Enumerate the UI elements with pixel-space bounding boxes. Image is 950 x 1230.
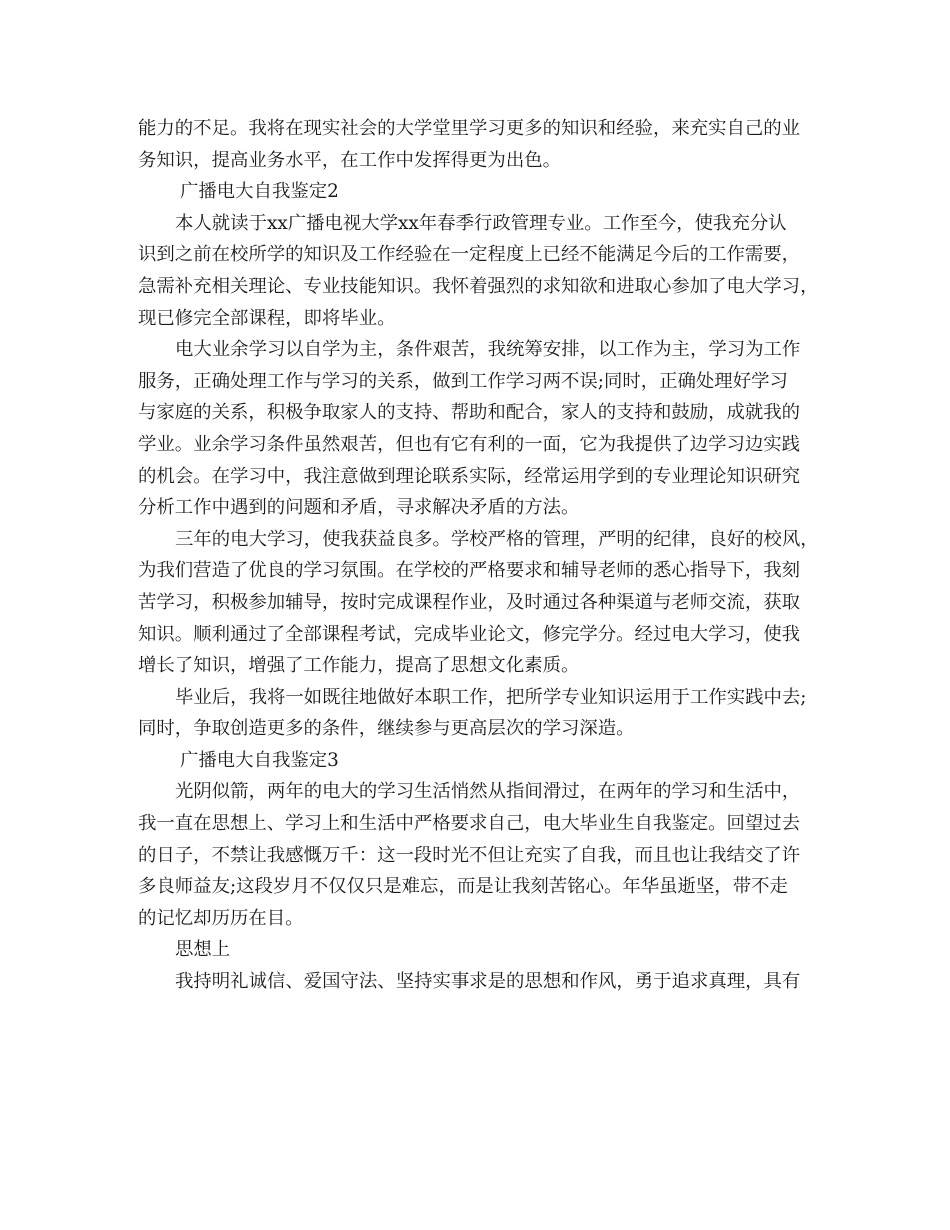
text-line: 本人就读于xx广播电视大学xx年春季行政管理专业。工作至今，使我充分认 (175, 212, 787, 234)
section-heading-3: 广播电大自我鉴定3 (180, 749, 339, 771)
text-line: 识到之前在校所学的知识及工作经验在一定程度上已经不能满足今后的工作需要， (138, 244, 801, 266)
text-line: 现已修完全部课程，即将毕业。 (138, 307, 396, 329)
text-line: 能力的不足。我将在现实社会的大学堂里学习更多的知识和经验，来充实自己的业 (138, 118, 801, 139)
text-line: 我持明礼诚信、爱国守法、坚持实事求是的思想和作风，勇于追求真理，具有 (175, 971, 801, 993)
text-line: 务知识，提高业务水平，在工作中发挥得更为出色。 (138, 149, 561, 171)
text-line: 我一直在思想上、学习上和生活中严格要求自己，电大毕业生自我鉴定。回望过去 (138, 813, 801, 835)
text-line: 急需补充相关理论、专业技能知识。我怀着强烈的求知欲和进取心参加了电大学习， (138, 275, 819, 297)
text-line: 与家庭的关系，积极争取家人的支持、帮助和配合，家人的支持和鼓励，成就我的 (138, 402, 801, 424)
section-heading-2: 广播电大自我鉴定2 (180, 181, 339, 203)
text-line: 增长了知识，增强了工作能力，提高了思想文化素质。 (138, 655, 580, 677)
text-line: 服务，正确处理工作与学习的关系，做到工作学习两不误;同时，正确处理好学习 (138, 370, 788, 392)
text-line: 同时，争取创造更多的条件，继续参与更高层次的学习深造。 (138, 718, 635, 740)
subheading: 思想上 (175, 939, 231, 961)
text-line: 的机会。在学习中，我注意做到理论联系实际，经常运用学到的专业理论知识研究 (138, 465, 801, 487)
text-line: 的记忆却历历在目。 (138, 907, 304, 929)
text-line: 光阴似箭，两年的电大的学习生活悄然从指间滑过，在两年的学习和生活中， (175, 781, 801, 803)
text-line: 为我们营造了优良的学习氛围。在学校的严格要求和辅导老师的悉心指导下，我刻 (138, 560, 801, 582)
text-line: 电大业余学习以自学为主，条件艰苦，我统筹安排，以工作为主，学习为工作 (175, 339, 801, 361)
text-line: 苦学习，积极参加辅导，按时完成课程作业，及时通过各种渠道与老师交流，获取 (138, 591, 801, 613)
text-line: 知识。顺利通过了全部课程考试，完成毕业论文，修完学分。经过电大学习，使我 (138, 623, 801, 645)
text-line: 多良师益友;这段岁月不仅仅只是难忘，而是让我刻苦铭心。年华虽逝坚，带不走 (138, 876, 788, 898)
text-line: 三年的电大学习，使我获益良多。学校严格的管理，严明的纪律，良好的校风， (175, 528, 819, 550)
text-line: 学业。业余学习条件虽然艰苦，但也有它有利的一面，它为我提供了边学习边实践 (138, 433, 801, 455)
text-line: 分析工作中遇到的问题和矛盾，寻求解决矛盾的方法。 (138, 497, 580, 519)
text-line: 的日子，不禁让我感慨万千：这一段时光不但让充实了自我，而且也让我结交了许 (138, 844, 801, 866)
document-body (138, 113, 828, 998)
text-line: 毕业后，我将一如既往地做好本职工作，把所学专业知识运用于工作实践中去; (175, 686, 807, 708)
